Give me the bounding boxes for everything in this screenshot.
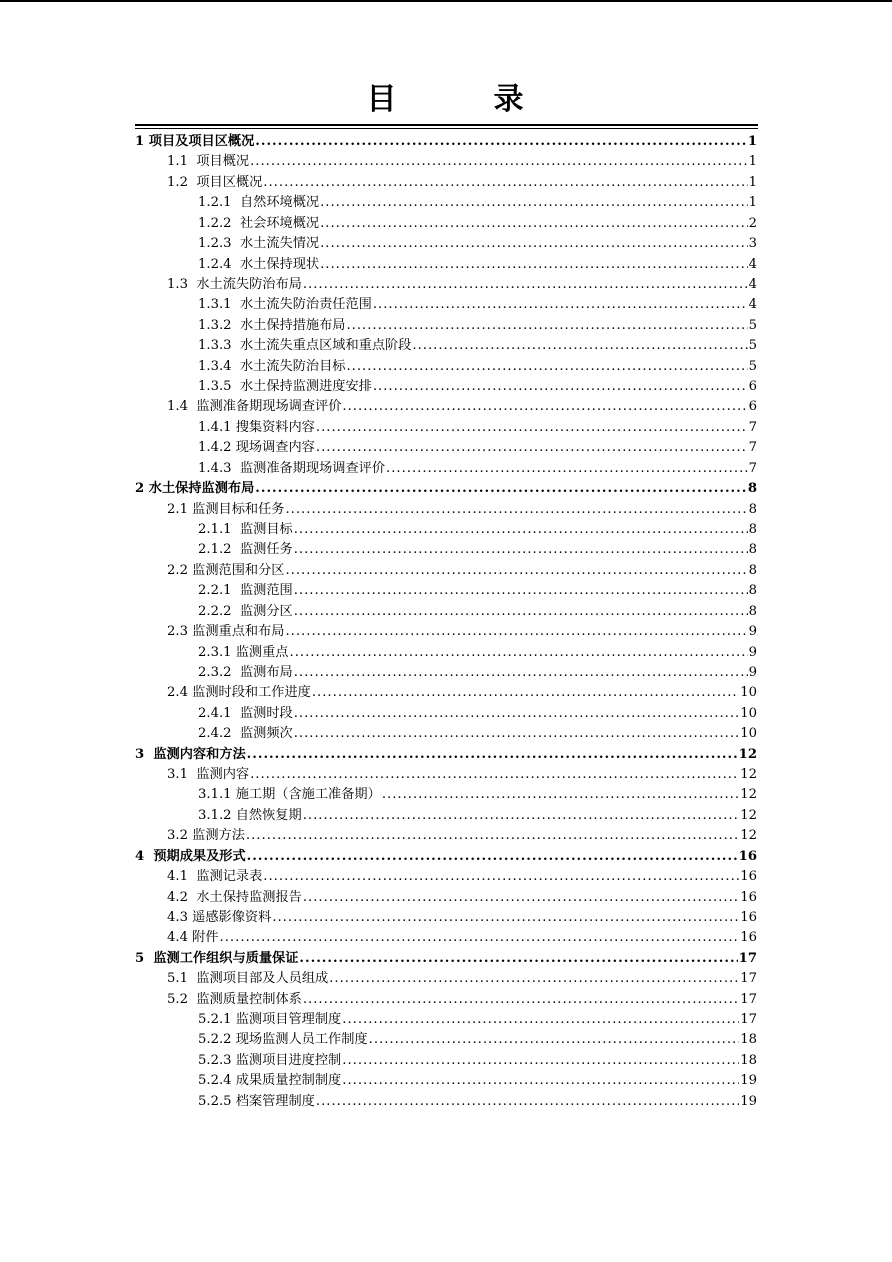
toc-entry[interactable] [167,173,757,193]
toc-entry-page: 7 [748,440,757,456]
toc-entry-label: 4 预期成果及形式 [135,848,246,864]
toc-entry-page: 18 [740,1032,757,1048]
toc-entry-page: 10 [740,685,757,701]
title-rule-thin [135,128,758,129]
toc-entry-page: 8 [748,501,757,517]
toc-leader-dots [320,234,748,254]
toc-entry-page: 1 [748,154,757,170]
toc-entry-label: 4.3 遥感影像资料 [167,909,272,925]
toc-entry[interactable] [167,969,757,989]
toc-entry[interactable] [198,357,757,377]
toc-entry-page: 2 [748,215,757,231]
toc-leader-dots [382,785,739,805]
toc-leader-dots [285,500,747,520]
toc-entry-label: 5.2.4 成果质量控制制度 [198,1073,342,1089]
title-char-1: 目 [366,82,399,117]
toc-entry-page: 9 [748,644,757,660]
toc-entry[interactable] [198,704,757,724]
toc-leader-dots [369,1030,740,1050]
toc-entry-label: 5.2.5 档案管理制度 [198,1093,315,1109]
toc-entry-page: 4 [748,276,757,292]
toc-entry-page: 19 [740,1073,757,1089]
toc-entry-label: 1 项目及项目区概况 [135,134,255,149]
toc-entry-page: 16 [740,930,757,946]
toc-entry[interactable] [167,397,757,417]
toc-leader-dots [316,418,748,438]
toc-entry[interactable] [167,765,757,785]
toc-entry[interactable] [198,193,757,213]
toc-entry-label: 1.4.2 现场调查内容 [198,440,315,456]
toc-entry-page: 17 [740,971,757,987]
top-border [0,0,892,2]
toc-leader-dots [312,683,739,703]
toc-leader-dots [303,990,739,1010]
toc-entry-label: 4.1 监测记录表 [167,869,263,885]
toc-entry[interactable] [198,1092,757,1112]
toc-leader-dots [290,643,748,663]
toc-entry[interactable] [135,847,757,867]
toc-entry-label: 1.2.3 水土流失情况 [198,236,320,252]
toc-entry[interactable] [135,745,757,765]
title-rule-thick [135,124,758,126]
toc-entry-page: 12 [740,767,757,783]
toc-entry[interactable] [167,867,757,887]
toc-entry-label: 5.1 监测项目部及人员组成 [167,971,329,987]
toc-entry-page: 16 [740,869,757,885]
toc-entry-label: 4.2 水土保持监测报告 [167,889,302,905]
toc-entry[interactable] [198,724,757,744]
toc-entry-label: 1.2.1 自然环境概况 [198,195,320,211]
toc-entry-label: 1.1 项目概况 [167,154,250,170]
toc-entry-page: 16 [740,909,757,925]
toc-leader-dots [255,479,747,499]
toc-leader-dots [263,867,739,887]
toc-leader-dots [303,275,748,295]
toc-leader-dots [316,1092,739,1112]
toc-entry-label: 1.2.2 社会环境概况 [198,215,320,231]
toc-leader-dots [412,336,747,356]
toc-leader-dots [285,622,747,642]
toc-entry-label: 2.2.2 监测分区 [198,603,293,619]
toc-entry-page: 12 [740,807,757,823]
toc-entry[interactable] [167,561,757,581]
toc-entry-label: 5.2.3 监测项目进度控制 [198,1052,342,1068]
toc-entry-label: 3 监测内容和方法 [135,746,246,762]
toc-entry-label: 3.2 监测方法 [167,828,245,844]
toc-entry-label: 1.3 水土流失防治布局 [167,276,302,292]
toc-entry-page: 10 [740,705,757,721]
toc-entry-page: 8 [748,521,757,537]
toc-entry-label: 1.3.5 水土保持监测进度安排 [198,379,372,395]
title-char-2: 录 [493,82,526,117]
toc-entry-label: 1.3.1 水土流失防治责任范围 [198,297,372,313]
toc-entry[interactable] [167,500,757,520]
toc-leader-dots [294,540,748,560]
toc-entry-label: 1.4.3 监测准备期现场调查评价 [198,460,386,476]
toc-entry-page: 9 [748,664,757,680]
toc-entry-label: 5 监测工作组织与质量保证 [135,950,299,966]
toc-leader-dots [299,949,737,969]
toc-entry[interactable] [167,275,757,295]
toc-leader-dots [386,459,748,479]
toc-leader-dots [272,908,739,928]
toc-entry-label: 5.2.1 监测项目管理制度 [198,1012,342,1028]
toc-entry-page: 5 [748,317,757,333]
toc-entry[interactable] [167,888,757,908]
toc-leader-dots [294,520,748,540]
toc-leader-dots [285,561,747,581]
toc-entry-page: 16 [740,889,757,905]
toc-entry-page: 12 [740,787,757,803]
toc-entry-label: 2.2 监测范围和分区 [167,562,285,578]
page-title [0,74,892,117]
toc-entry[interactable] [167,683,757,703]
toc-leader-dots [373,295,748,315]
toc-entry[interactable] [167,908,757,928]
toc-entry-label: 3.1 监测内容 [167,767,250,783]
toc-entry[interactable] [198,336,757,356]
toc-entry-page: 17 [740,1012,757,1028]
toc-entry-label: 2.2.1 监测范围 [198,583,293,599]
toc-entry[interactable] [198,663,757,683]
toc-entry[interactable] [198,785,757,805]
toc-entry-label: 1.2.4 水土保持现状 [198,256,320,272]
toc-entry[interactable] [198,540,757,560]
toc-entry[interactable] [198,1071,757,1091]
toc-leader-dots [320,255,748,275]
toc-entry-label: 1.3.2 水土保持措施布局 [198,317,346,333]
toc-entry[interactable] [198,806,757,826]
toc-entry[interactable] [198,602,757,622]
toc-leader-dots [255,132,747,152]
toc-entry[interactable] [198,377,757,397]
toc-entry[interactable] [198,643,757,663]
toc-entry-label: 3.1.2 自然恢复期 [198,807,302,823]
toc-entry-page: 6 [748,399,757,415]
toc-entry-page: 7 [748,419,757,435]
toc-leader-dots [294,581,748,601]
toc-entry-page: 10 [740,726,757,742]
toc-leader-dots [342,1071,739,1091]
toc-entry[interactable] [135,949,757,969]
toc-entry-label: 2.1.1 监测目标 [198,521,293,537]
toc-entry-label: 2.3 监测重点和布局 [167,624,285,640]
toc-leader-dots [320,193,748,213]
toc-entry[interactable] [198,1030,757,1050]
toc-leader-dots [373,377,748,397]
toc-leader-dots [247,745,738,765]
toc-entry-label: 5.2 监测质量控制体系 [167,991,302,1007]
toc-leader-dots [294,663,748,683]
toc-leader-dots [303,806,740,826]
toc-entry-page: 8 [747,481,757,497]
toc-entry[interactable] [198,438,757,458]
toc-entry-label: 2.3.1 监测重点 [198,644,289,660]
toc-entry-page: 8 [748,583,757,599]
toc-leader-dots [303,888,739,908]
toc-entry-label: 3.1.1 施工期（含施工准备期） [198,787,381,803]
toc-entry-label: 5.2.2 现场监测人员工作制度 [198,1032,368,1048]
toc-leader-dots [342,1010,739,1030]
toc-leader-dots [320,214,748,234]
toc-leader-dots [342,397,747,417]
toc-leader-dots [247,847,738,867]
toc-entry[interactable] [198,459,757,479]
toc-entry-page: 4 [748,256,757,272]
toc-entry-page: 6 [748,379,757,395]
toc-entry-page: 8 [748,603,757,619]
toc-entry-label: 2.3.2 监测布局 [198,664,293,680]
toc-leader-dots [294,724,740,744]
toc-leader-dots [250,152,748,172]
toc-leader-dots [329,969,739,989]
toc-entry-page: 18 [740,1052,757,1068]
toc-leader-dots [346,357,747,377]
toc-entry-label: 2.1.2 监测任务 [198,542,293,558]
toc-leader-dots [263,173,747,193]
toc-entry-page: 1 [748,195,757,211]
toc-entry[interactable] [135,479,757,499]
toc-entry[interactable] [198,1010,757,1030]
toc-entry-label: 2.4.2 监测频次 [198,726,293,742]
toc-entry-page: 8 [748,562,757,578]
toc-entry[interactable] [167,152,757,172]
toc-entry-label: 4.4 附件 [167,930,219,946]
toc-entry-page: 17 [740,991,757,1007]
toc-leader-dots [342,1051,739,1071]
toc-entry-label: 1.4 监测准备期现场调查评价 [167,399,342,415]
toc-entry[interactable] [198,295,757,315]
toc-entry[interactable] [198,1051,757,1071]
toc-entry-label: 1.3.4 水土流失防治目标 [198,358,346,374]
toc-entry[interactable] [167,990,757,1010]
toc-leader-dots [220,928,740,948]
toc-entry-label: 1.3.3 水土流失重点区域和重点阶段 [198,338,412,354]
toc-leader-dots [294,704,740,724]
toc-entry-label: 2.1 监测目标和任务 [167,501,285,517]
toc-entry-label: 1.4.1 搜集资料内容 [198,419,315,435]
toc-entry-page: 1 [748,174,757,190]
toc-entry-label: 1.2 项目区概况 [167,174,263,190]
toc-leader-dots [246,826,739,846]
toc-leader-dots [316,438,748,458]
toc-entry[interactable] [167,622,757,642]
toc-entry[interactable] [167,928,757,948]
toc-entry[interactable] [135,132,757,152]
toc-entry[interactable] [198,418,757,438]
toc-entry-page: 5 [748,338,757,354]
toc-entry-label: 2.4 监测时段和工作进度 [167,685,311,701]
toc-entry-page: 3 [748,236,757,252]
toc-entry-page: 8 [748,542,757,558]
toc-entry[interactable] [198,581,757,601]
toc-entry[interactable] [198,214,757,234]
toc-entry-page: 12 [740,828,757,844]
toc-entry-label: 2 水土保持监测布局 [135,481,255,497]
toc-entry-page: 12 [738,746,757,762]
toc-entry-page: 16 [738,848,757,864]
toc-entry-page: 1 [747,134,757,149]
toc-entry-page: 5 [748,358,757,374]
toc-entry[interactable] [198,255,757,275]
toc-entry-page: 19 [740,1093,757,1109]
toc-leader-dots [346,316,747,336]
toc-entry[interactable] [198,316,757,336]
toc-leader-dots [250,765,739,785]
toc-entry[interactable] [198,234,757,254]
toc-entry-page: 9 [748,624,757,640]
toc-entry[interactable] [167,826,757,846]
toc-entry-page: 17 [738,950,757,966]
toc-entry-page: 7 [748,460,757,476]
toc-entry-page: 4 [748,297,757,313]
toc-entry-label: 2.4.1 监测时段 [198,705,293,721]
toc-entry[interactable] [198,520,757,540]
toc-leader-dots [294,602,748,622]
